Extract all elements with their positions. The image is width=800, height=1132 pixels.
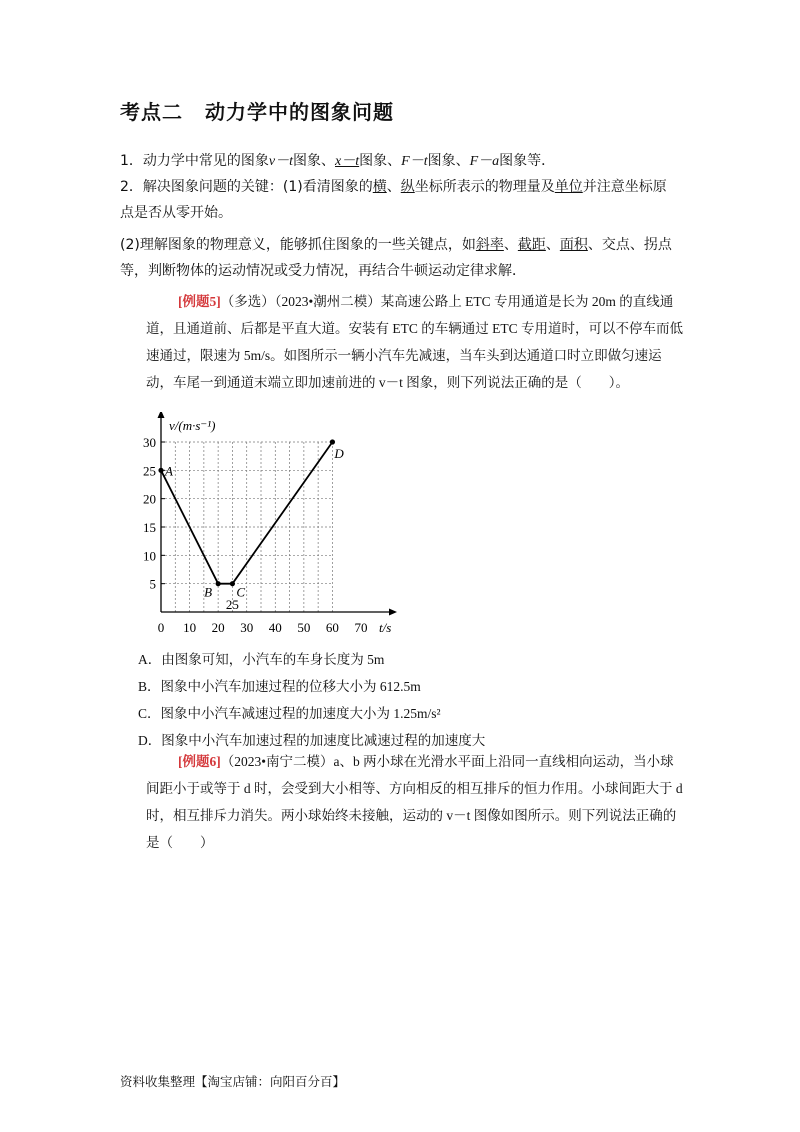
y-axis-arrow [158, 412, 165, 418]
chart-labels [164, 418, 391, 635]
option-d[interactable]: D．图象中小汽车加速过程的加速度比减速过程的加速度大 [138, 733, 486, 748]
example-5-text: （多选）（2023•潮州二模）某高速公路上 ETC 专用通道是长为 20m 的直线通道，且通道前、后都是平直大道。安装有 ETC 的车辆通过 ETC 专用道时，可以不停车而低速通过，限速为 5m/s。如图所示一辆小汽车先减速，当车头到达通道口时立即做匀速运动，车尾一到通道末端立即加速前进的 v－t 图象，则下列说法正确的是（ ）。 [146, 294, 683, 390]
extra-tick-label: 25 [225, 597, 239, 612]
y-axis-label: v/(m·s⁻¹) [169, 418, 216, 433]
option-b[interactable]: B．图象中小汽车加速过程的位移大小为 612.5m [138, 679, 421, 694]
x-tick-label: 70 [354, 620, 368, 635]
example-6 [146, 748, 686, 856]
x-tick-label: 50 [297, 620, 311, 635]
y-tick-label: 15 [143, 520, 156, 535]
x-tick-label: 10 [183, 620, 197, 635]
point-label-c: C [236, 584, 246, 600]
x-tick-label: 60 [325, 620, 339, 635]
section-heading: 动力学中的图象问题 [205, 100, 394, 124]
x-tick-label: 0 [157, 620, 165, 635]
y-tick-label: 20 [143, 491, 156, 507]
example-5-tag: [例题5] [178, 294, 221, 309]
chart-ticks [143, 435, 368, 635]
section-title [120, 96, 394, 125]
data-point [330, 439, 335, 444]
point-label-b: B [204, 584, 213, 600]
x-tick-label: 30 [240, 620, 254, 635]
y-tick-label: 5 [149, 576, 156, 592]
x-tick-label: 40 [268, 620, 282, 635]
x-axis-label: t/s [379, 620, 392, 635]
point-3: (2)理解图象的物理意义，能够抓住图象的一些关键点，如斜率、截距、面积、交点、拐点 等，判断物体的运动情况或受力情况，再结合牛顿运动定律求解． [120, 237, 672, 279]
footer-note: 资料收集整理【淘宝店铺：向阳百分百】 [120, 1074, 346, 1089]
chart-series [158, 439, 335, 586]
example-5 [146, 288, 686, 396]
x-tick-label: 20 [211, 620, 225, 635]
option-a[interactable]: A．由图象可知，小汽车的车身长度为 5m [138, 652, 385, 667]
point-label-d: D [334, 446, 344, 461]
option-c[interactable]: C．图象中小汽车减速过程的加速度大小为 1.25m/s² [138, 706, 441, 721]
y-tick-label: 30 [143, 435, 156, 450]
example-6-tag: [例题6] [178, 754, 221, 769]
chart-grid [161, 442, 332, 612]
data-point [216, 581, 221, 586]
y-tick-label: 25 [143, 463, 156, 479]
y-tick-label: 10 [143, 548, 156, 564]
vt-chart [138, 412, 418, 644]
point-2: 2．解决图象问题的关键：(1)看清图象的横、纵坐标所表示的物理量及单位并注意坐标原 点是否从零开始。 [120, 179, 667, 221]
chart-axes [158, 412, 398, 616]
section-number: 考点二 [120, 100, 183, 124]
data-point [230, 581, 235, 586]
point-1: 1．动力学中常见的图象v－t图象、x－t图象、F－t图象、F－a图象等． [120, 153, 556, 169]
x-axis-arrow [389, 609, 397, 616]
data-point [158, 468, 163, 473]
example-6-text: （2023•南宁二模）a、b 两小球在光滑水平面上沿同一直线相向运动，当小球间距小于或等于 d 时，会受到大小相等、方向相反的相互排斥的恒力作用。小球间距大于 d 时，相互排斥力消失。两小球始终未接触，运动的 v－t 图像如图所示。则下列说法正确的是（ ） [146, 754, 683, 850]
point-label-a: A [165, 463, 173, 479]
